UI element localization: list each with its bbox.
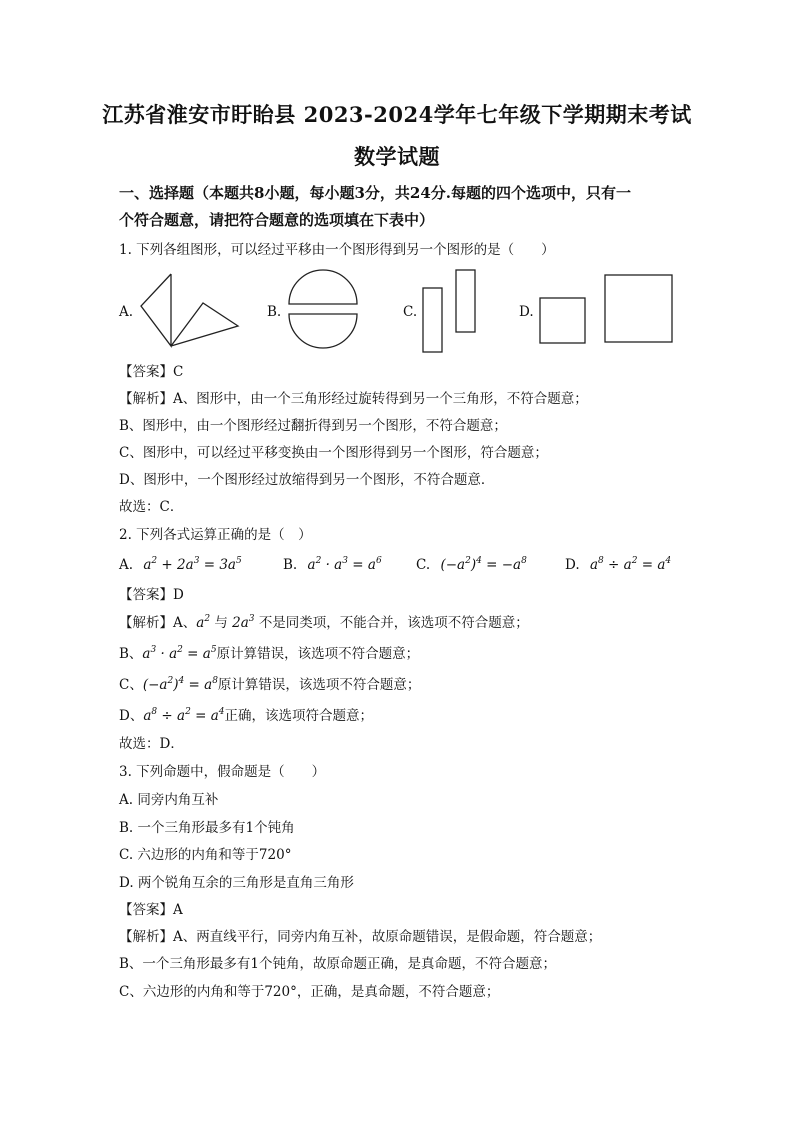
q2-option-b-formula: $a^2 \cdot a^3 = a^6$ — [307, 556, 382, 573]
q1-explanation-a: 【解析】A、图形中，由一个三角形经过旋转得到另一个三角形，不符合题意； — [119, 391, 588, 407]
q2-option-b — [283, 556, 382, 574]
section-heading: 一、选择题（本题共8小题，每小题3分，共24分.每题的四个选项中，只有一 — [119, 184, 631, 202]
q1-explanation-c: C、图形中，可以经过平移变换由一个图形得到另一个图形，符合题意； — [119, 445, 548, 461]
q1-option-c-label: C. — [403, 304, 418, 320]
q2-stem: 2. 下列各式运算正确的是（ ） — [119, 527, 312, 543]
q3-explanation-a: 【解析】A、两直线平行，同旁内角互补，故原命题错误，是假命题，符合题意； — [119, 929, 602, 945]
q3-explanation-c: C、六边形的内角和等于720°，正确，是真命题，不符合题意； — [119, 984, 500, 1000]
q3-explanation-b: B、一个三角形最多有1个钝角，故原命题正确，是真命题，不符合题意； — [119, 956, 557, 972]
q1-explanation-b: B、图形中，由一个图形经过翻折得到另一个图形，不符合题意； — [119, 418, 507, 434]
q2-option-c-formula: $(-a^2)^4 = -a^8$ — [440, 556, 527, 573]
q2-explanation-b: B、$a^3 \cdot a^2 = a^5$原计算错误，该选项不符合题意； — [119, 645, 420, 662]
q2-option-d-label: D. — [565, 557, 580, 573]
q1-option-a-label: A. — [119, 304, 134, 320]
q1-answer: 【答案】C — [119, 364, 184, 380]
q1-figure-c-rectangles — [421, 268, 481, 356]
q2-option-c — [416, 556, 527, 574]
q1-explanation-d: D、图形中，一个图形经过放缩得到另一个图形，不符合题意． — [119, 472, 495, 488]
q3-option-b: B. 一个三角形最多有1个钝角 — [119, 820, 295, 836]
q3-answer: 【答案】A — [119, 902, 183, 918]
q2-option-a-formula: $a^2 + 2a^3 = 3a^5$ — [143, 556, 242, 573]
q3-option-c: C. 六边形的内角和等于720° — [119, 847, 292, 863]
q2-option-d-formula: $a^8 \div a^2 = a^4$ — [589, 556, 672, 573]
q3-option-a: A. 同旁内角互补 — [119, 792, 219, 808]
q2-explanation-d: D、$a^8 \div a^2 = a^4$正确，该选项符合题意； — [119, 707, 373, 724]
document-title: 江苏省淮安市盱眙县 2023-2024学年七年级下学期期末考试 — [102, 102, 692, 127]
q1-figure-a-triangles — [138, 270, 242, 350]
q1-option-d-label: D. — [519, 304, 534, 320]
q3-option-d: D. 两个锐角互余的三角形是直角三角形 — [119, 875, 354, 891]
q2-explanation-c: C、$(-a^2)^4 = a^8$原计算错误，该选项不符合题意； — [119, 676, 421, 693]
q2-option-b-label: B. — [283, 557, 298, 573]
q2-options — [119, 556, 242, 574]
q2-conclusion: 故选：D． — [119, 736, 184, 752]
q2-option-c-label: C. — [416, 557, 431, 573]
q2-option-d — [565, 556, 671, 574]
q1-stem: 1. 下列各组图形，可以经过平移由一个图形得到另一个图形的是（ ） — [119, 242, 555, 258]
q2-explanation-a: 【解析】A、$a^2$ 与 $2a^3$ 不是同类项，不能合并，该选项不符合题意； — [119, 614, 529, 631]
q1-figure-d-squares — [537, 272, 677, 348]
q1-option-b-label: B. — [267, 304, 282, 320]
q1-conclusion: 故选：C． — [119, 499, 184, 515]
q1-figure-b-split-circle — [285, 268, 361, 352]
section-heading-cont: 个符合题意，请把符合题意的选项填在下表中） — [119, 211, 435, 229]
q2-answer: 【答案】D — [119, 587, 184, 603]
q3-stem: 3. 下列命题中，假命题是（ ） — [119, 764, 326, 780]
q2-option-a-label: A. — [119, 557, 134, 573]
document-subtitle: 数学试题 — [354, 144, 440, 169]
